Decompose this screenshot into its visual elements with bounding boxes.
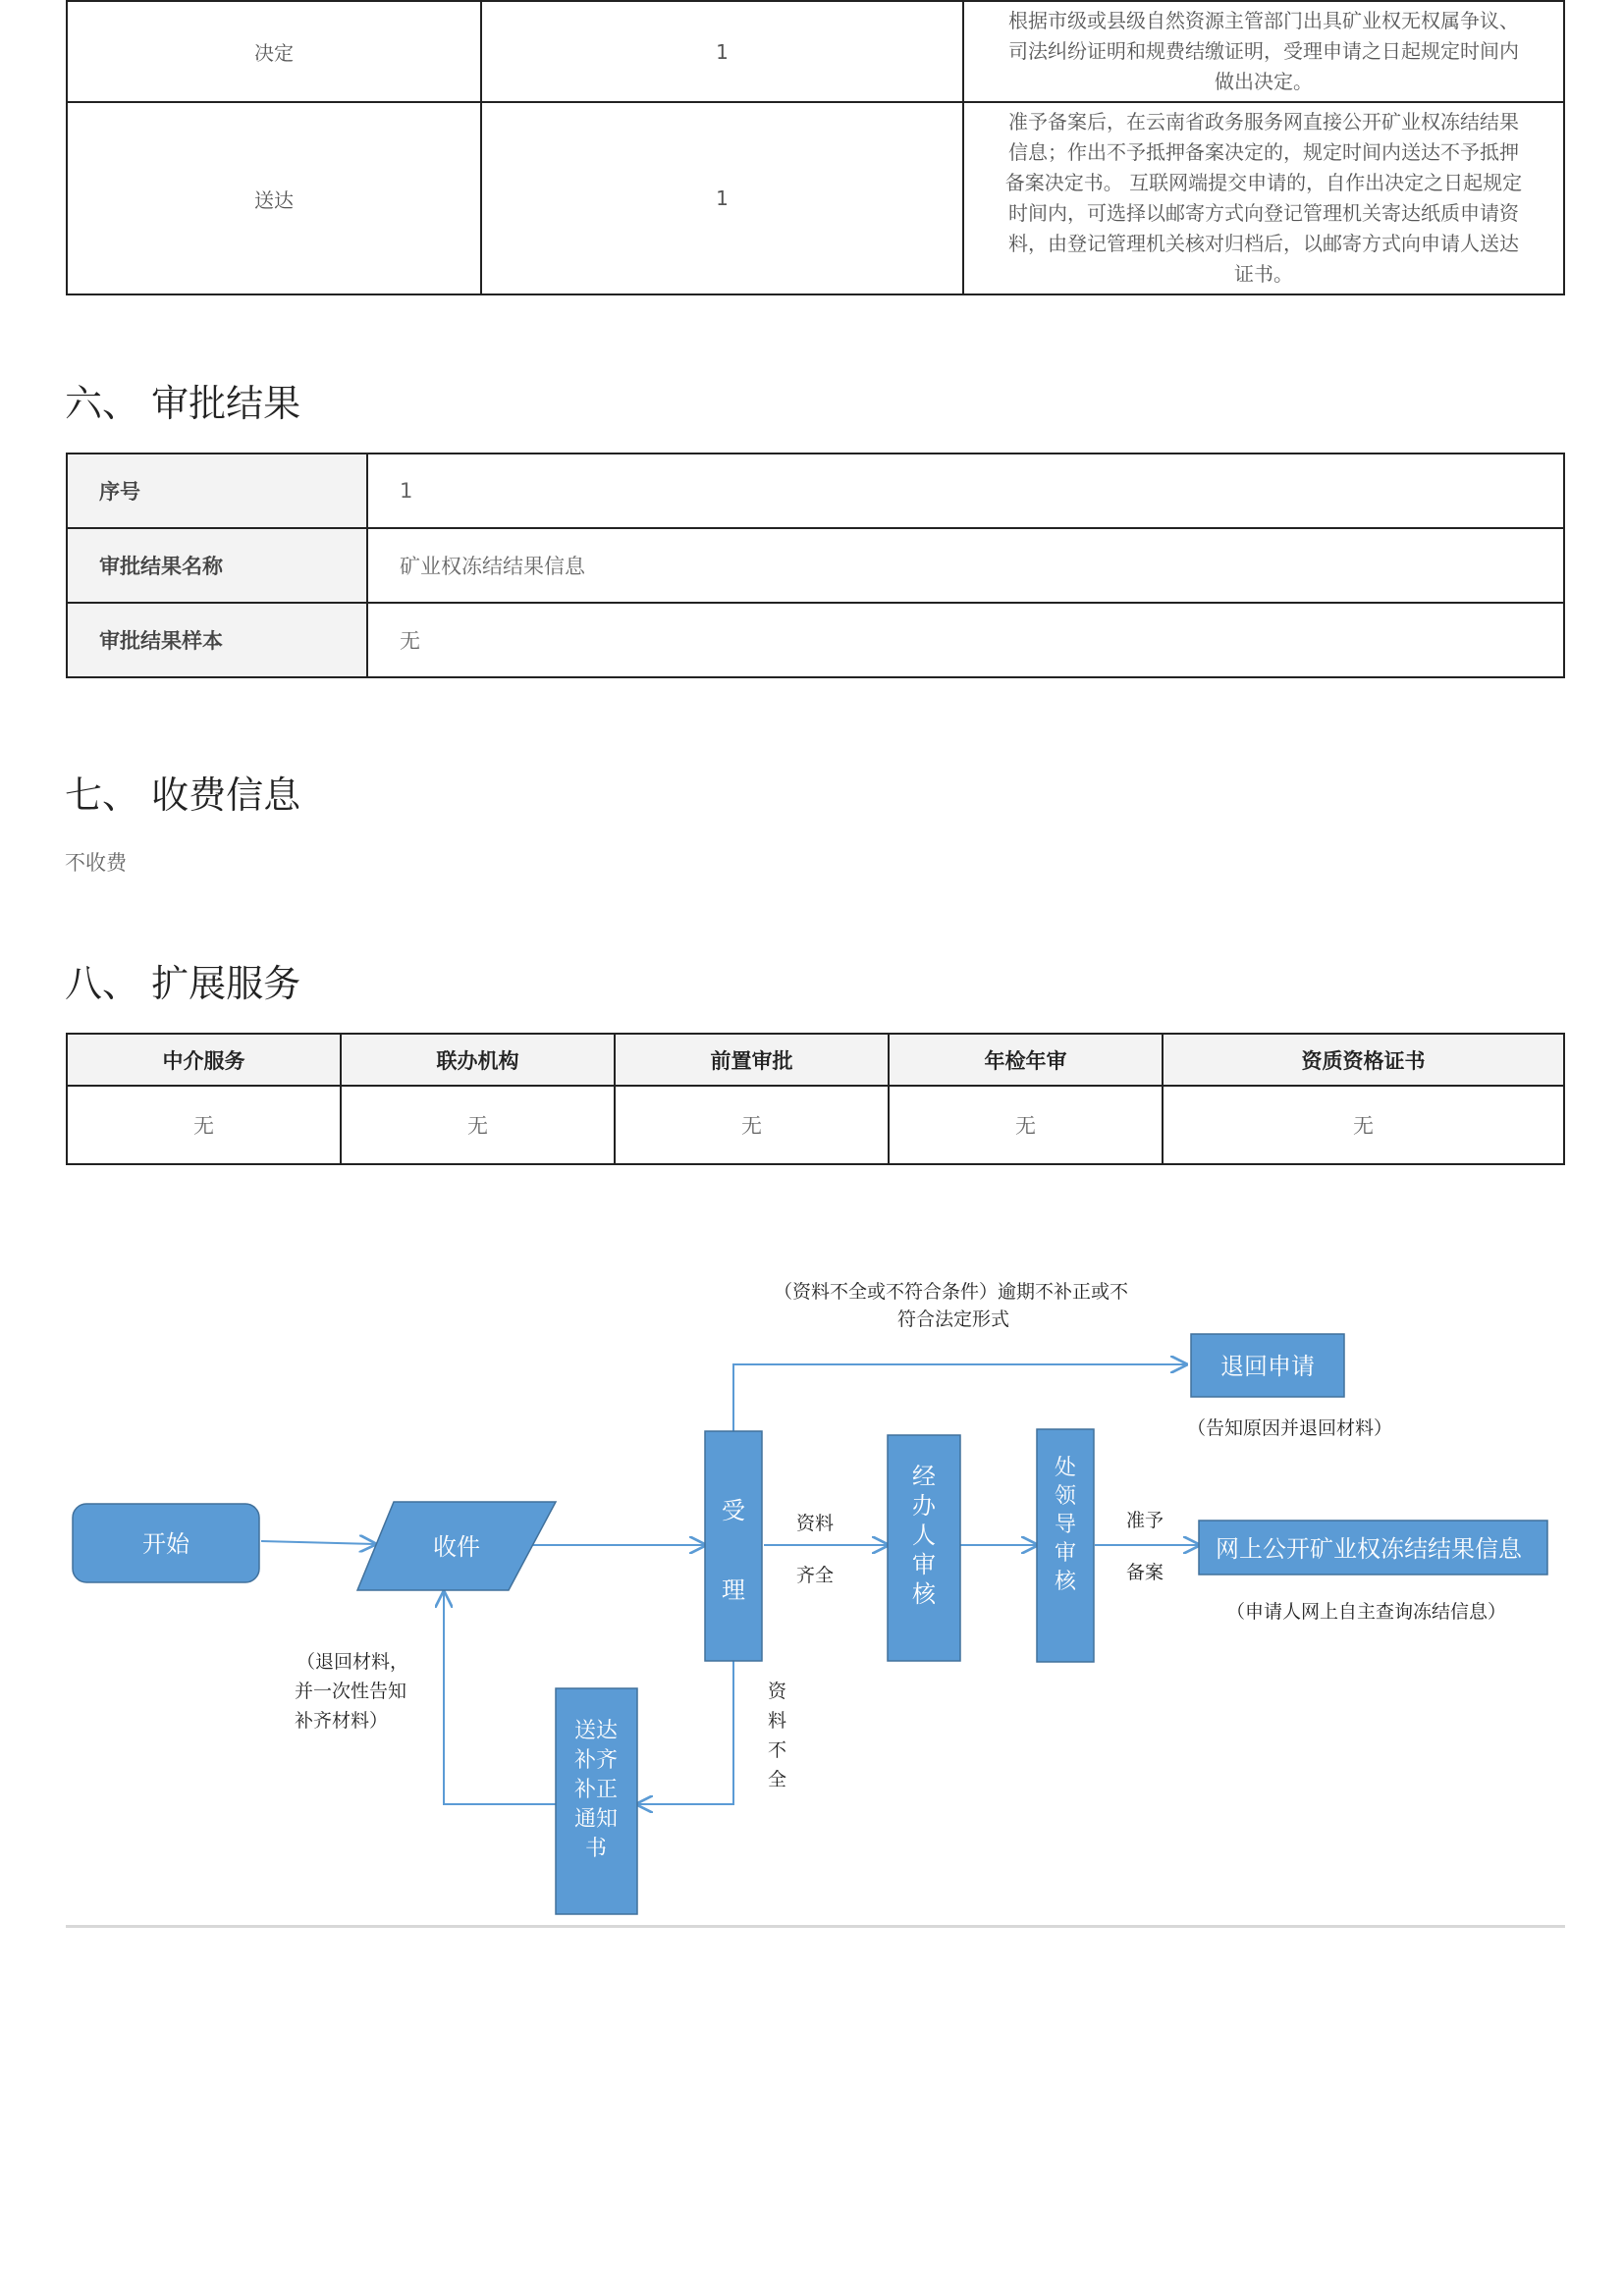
refund-label: 退回申请	[1220, 1353, 1315, 1380]
officer-label: 经	[912, 1463, 936, 1490]
table-header-row	[67, 1034, 1564, 1086]
label-approve: 准予	[1126, 1510, 1164, 1531]
row-value: 矿业权冻结结果信息	[367, 528, 1564, 603]
row-label: 审批结果名称	[67, 528, 367, 603]
column-header: 资质资格证书	[1163, 1034, 1564, 1086]
notice-label: 书	[584, 1837, 608, 1861]
table-row	[67, 1, 1564, 102]
label-approve: 备案	[1126, 1562, 1164, 1583]
notice-label: 送达	[573, 1719, 619, 1743]
note-return: （退回材料，	[297, 1651, 409, 1673]
days-cell: 1	[481, 102, 963, 294]
table-row	[67, 102, 1564, 294]
note-return: 补齐材料）	[295, 1710, 389, 1732]
description-line: 信息；作出不予抵押备案决定的，规定时间内送达不予抵押	[1008, 140, 1519, 164]
publish-label: 网上公开矿业权冻结结果信息	[1216, 1535, 1522, 1563]
arrow-start-to-receive	[261, 1541, 375, 1544]
arrow-accept-to-refund	[733, 1364, 1186, 1431]
table-cell: 无	[67, 1086, 341, 1164]
arrow-accept-to-notice	[637, 1659, 733, 1804]
column-header: 联办机构	[341, 1034, 615, 1086]
officer-label: 人	[912, 1522, 936, 1549]
accept-label: 理	[722, 1576, 745, 1604]
section-heading-extended: 八、 扩展服务	[65, 962, 301, 1005]
notice-label: 通知	[573, 1807, 619, 1832]
section-heading-result: 六、 审批结果	[65, 382, 301, 425]
leader-label: 领	[1054, 1484, 1077, 1509]
days-cell: 1	[481, 1, 963, 102]
note-top-line: （资料不全或不符合条件）逾期不补正或不	[774, 1281, 1129, 1303]
note-top-line: 符合法定形式	[897, 1308, 1010, 1330]
table-row	[67, 528, 1564, 603]
table-row	[67, 454, 1564, 528]
arrow-notice-to-receive	[444, 1592, 556, 1804]
column-header: 中介服务	[67, 1034, 341, 1086]
table-cell: 无	[889, 1086, 1163, 1164]
description-line: 做出决定。	[1215, 70, 1313, 93]
description-line: 根据市级或县级自然资源主管部门出具矿业权无权属争议、	[1008, 9, 1519, 32]
label-incomplete: 资	[768, 1681, 787, 1702]
label-complete: 资料	[796, 1513, 835, 1534]
receive-label: 收件	[433, 1533, 480, 1561]
accept-box	[705, 1431, 762, 1661]
row-label: 审批结果样本	[67, 603, 367, 677]
description-cell	[963, 102, 1564, 294]
table-row	[67, 1086, 1564, 1164]
column-header: 前置审批	[615, 1034, 889, 1086]
section-heading-fee: 七、 收费信息	[65, 774, 301, 817]
label-incomplete: 不	[768, 1739, 787, 1761]
description-line: 准予备案后，在云南省政务服务网直接公开矿业权冻结结果	[1008, 110, 1519, 133]
label-incomplete: 全	[768, 1769, 787, 1790]
note-refund: （告知原因并退回材料）	[1187, 1417, 1393, 1439]
process-flowchart	[65, 1266, 1567, 1934]
row-value: 无	[367, 603, 1564, 677]
officer-label: 审	[912, 1551, 936, 1578]
label-complete: 齐全	[796, 1565, 835, 1586]
divider	[66, 1925, 1565, 1928]
table-row	[67, 603, 1564, 677]
table-cell: 无	[341, 1086, 615, 1164]
description-line: 司法纠纷证明和规费结缴证明，受理申请之日起规定时间内	[1008, 39, 1519, 63]
row-value: 1	[367, 454, 1564, 528]
officer-label: 办	[912, 1492, 936, 1520]
start-label: 开始	[142, 1530, 189, 1558]
process-table	[66, 0, 1565, 295]
leader-label: 核	[1054, 1570, 1077, 1594]
table-cell: 无	[1163, 1086, 1564, 1164]
label-incomplete: 料	[768, 1710, 787, 1732]
row-label: 序号	[67, 454, 367, 528]
table-cell: 无	[615, 1086, 889, 1164]
notice-label: 补正	[573, 1778, 619, 1802]
notice-label: 补齐	[573, 1748, 619, 1773]
leader-label: 导	[1054, 1513, 1077, 1537]
description-cell	[963, 1, 1564, 102]
leader-label: 审	[1054, 1541, 1077, 1566]
accept-label: 受	[722, 1497, 745, 1524]
fee-text: 不收费	[65, 851, 127, 875]
leader-label: 处	[1054, 1456, 1077, 1480]
note-publish: （申请人网上自主查询冻结信息）	[1226, 1601, 1507, 1623]
description-line: 证书。	[1234, 262, 1293, 286]
officer-label: 核	[912, 1580, 936, 1608]
note-return: 并一次性告知	[295, 1681, 407, 1702]
step-cell: 决定	[67, 1, 481, 102]
description-line: 时间内，可选择以邮寄方式向登记管理机关寄达纸质申请资	[1008, 201, 1519, 225]
extended-service-table	[66, 1033, 1565, 1165]
description-line: 备案决定书。 互联网端提交申请的，自作出决定之日起规定	[1004, 171, 1523, 194]
column-header: 年检年审	[889, 1034, 1163, 1086]
description-line: 料，由登记管理机关核对归档后，以邮寄方式向申请人送达	[1008, 232, 1519, 255]
result-table	[66, 453, 1565, 678]
step-cell: 送达	[67, 102, 481, 294]
